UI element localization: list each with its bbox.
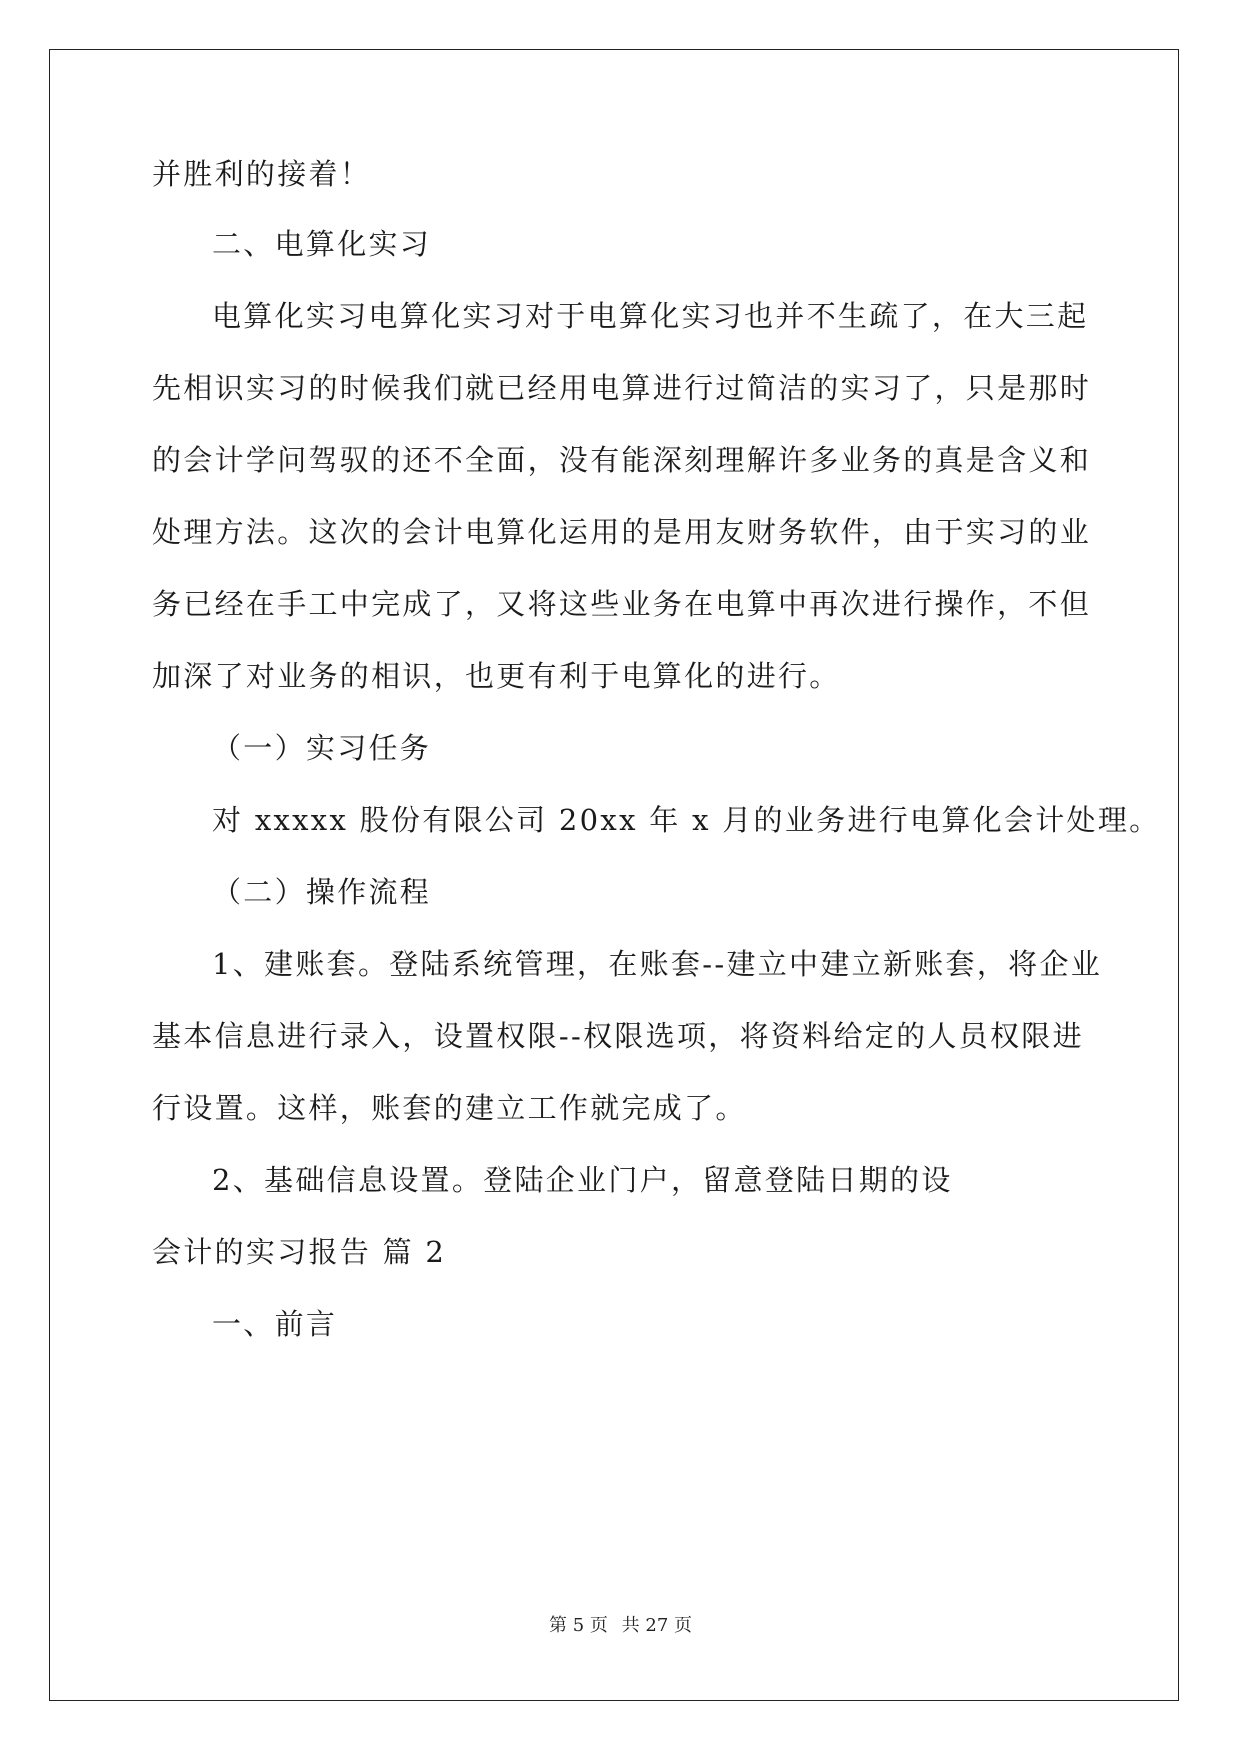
page-number: 第 5 页 xyxy=(549,1615,608,1636)
body-line: 先相识实习的时候我们就已经用电算进行过简洁的实习了，只是那时 xyxy=(152,371,1092,405)
body-line: 加深了对业务的相识，也更有利于电算化的进行。 xyxy=(152,659,841,693)
subsection-heading: （二）操作流程 xyxy=(212,875,432,909)
subsection-heading: （一）实习任务 xyxy=(212,731,432,765)
body-line: 务已经在手工中完成了，又将这些业务在电算中再次进行操作，不但 xyxy=(152,587,1092,621)
page-footer xyxy=(0,1614,1241,1638)
body-line: 电算化实习电算化实习对于电算化实习也并不生疏了，在大三起 xyxy=(212,299,1089,333)
section-heading: 二、电算化实习 xyxy=(212,227,432,261)
body-line: 1、建账套。登陆系统管理，在账套--建立中建立新账套，将企业 xyxy=(212,947,1103,981)
section-heading: 一、前言 xyxy=(212,1307,338,1341)
report-title: 会计的实习报告 篇 2 xyxy=(152,1235,447,1269)
page-total: 共 27 页 xyxy=(621,1615,692,1636)
body-line: 2、基础信息设置。登陆企业门户，留意登陆日期的设 xyxy=(212,1163,953,1197)
body-line: 的会计学问驾驭的还不全面，没有能深刻理解许多业务的真是含义和 xyxy=(152,443,1092,477)
body-line: 基本信息进行录入，设置权限--权限选项，将资料给定的人员权限进 xyxy=(152,1019,1084,1053)
body-line: 并胜利的接着！ xyxy=(152,157,372,191)
body-line: 对 xxxxx 股份有限公司 20xx 年 x 月的业务进行电算化会计处理。 xyxy=(212,803,1161,837)
body-line: 处理方法。这次的会计电算化运用的是用友财务软件，由于实习的业 xyxy=(152,515,1092,549)
body-line: 行设置。这样，账套的建立工作就完成了。 xyxy=(152,1091,747,1125)
